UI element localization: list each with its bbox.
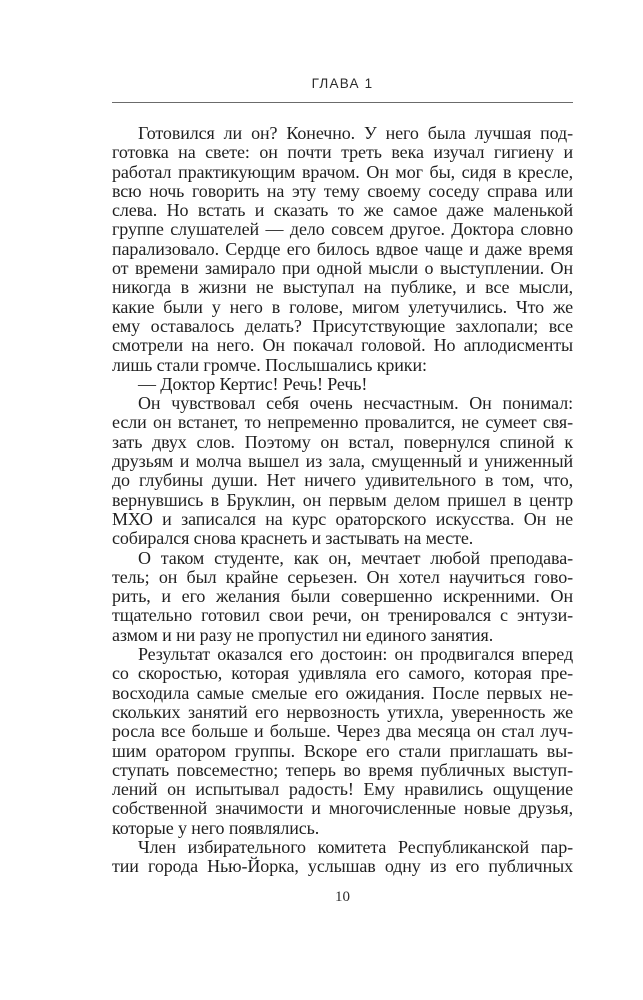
paragraph [112, 838, 573, 877]
text-line: — Доктор Кертис! Речь! Речь! [138, 373, 368, 394]
text-line: слева. Но встать и сказать то же самое даже маленькой [112, 200, 573, 221]
text-line: лений он испытывал радость! Ему нравились ощущение [112, 779, 573, 800]
text-line: азмом и ни разу не пропустил ни единого занятия. [112, 624, 494, 645]
text-line: которые у него появлялись. [112, 817, 320, 838]
text-line: Он чувствовал себя очень несчастным. Он понимал: [138, 393, 573, 414]
text-line: ступать повсеместно; теперь во время публичных выступ- [112, 759, 573, 780]
text-line: О таком студенте, как он, мечтает любой преподава- [138, 547, 573, 568]
text-line: рить, и его желания были совершенно искренними. Он [112, 586, 573, 607]
header-rule [112, 102, 573, 103]
paragraph [112, 124, 573, 375]
body-text [112, 124, 573, 877]
text-line: какие были у него в голове, мигом улетучились. Что же [112, 296, 573, 317]
text-line: Результат оказался его достоин: он продвигался вперед [138, 644, 573, 665]
text-line: росла все больше и больше. Через два месяца он стал луч- [112, 721, 573, 742]
paragraph [112, 375, 573, 394]
paragraph [112, 549, 573, 645]
paragraph [112, 394, 573, 548]
text-line: если он встанет, то непременно провалится, не сумеет свя- [112, 412, 573, 433]
text-line: парализовало. Сердце его билось вдвое чаще и даже время [112, 238, 573, 259]
chapter-running-head: ГЛАВА 1 [311, 76, 374, 91]
text-line: ему оставалось делать? Присутствующие захлопали; все [112, 315, 573, 336]
page-number: 10 [335, 889, 350, 905]
text-line: от времени замирало при одной мысли о выступлении. Он [112, 258, 573, 279]
text-line: тии города Нью-Йорка, услышав одну из его публичных [112, 856, 573, 877]
text-line: до глубины души. Нет ничего удивительного в том, что, [112, 470, 573, 491]
text-line: тель; он был крайне серьезен. Он хотел научиться гово- [112, 566, 573, 587]
text-line: друзьям и молча вышел из зала, смущенный и униженный [112, 451, 573, 472]
paragraph [112, 645, 573, 838]
text-line: лишь стали громче. Послышались крики: [112, 354, 427, 375]
text-line: восходила самые смелые его ожидания. После первых не- [112, 682, 573, 703]
text-line: Готовился ли он? Конечно. У него была лучшая под- [138, 123, 573, 143]
text-line: шим оратором группы. Вскоре его стали приглашать вы- [112, 740, 573, 761]
text-line: вернувшись в Бруклин, он первым делом пришел в центр [112, 489, 573, 510]
text-line: всю ночь говорить на эту тему своему соседу справа или [112, 180, 573, 201]
text-line: со скоростью, которая удивляла его самого, которая пре- [112, 663, 573, 684]
text-line: тщательно готовил свои речи, он тренировался с энтузи- [112, 605, 573, 626]
text-line: Член избирательного комитета Республиканской пар- [138, 836, 573, 857]
text-line: МХО и записался на курс ораторского искусства. Он не [112, 508, 573, 529]
text-line: зать двух слов. Поэтому он встал, повернулся спиной к [112, 431, 573, 452]
text-line: группе слушателей — дело совсем другое. Доктора словно [112, 219, 573, 240]
text-line: собственной значимости и многочисленные новые друзья, [112, 798, 573, 819]
text-line: смотрели на него. Он покачал головой. Но аплодисменты [112, 335, 573, 356]
text-line: готовка на свете: он почти треть века изучал гигиену и [112, 142, 573, 163]
text-line: скольких занятий его нервозность утихла, уверенность же [112, 701, 573, 722]
text-line: никогда в жизни не выступал на публике, и все мысли, [112, 277, 573, 298]
text-line: собирался снова краснеть и застывать на месте. [112, 528, 474, 549]
text-line: работал практикующим врачом. Он мог бы, сидя в кресле, [112, 161, 573, 182]
